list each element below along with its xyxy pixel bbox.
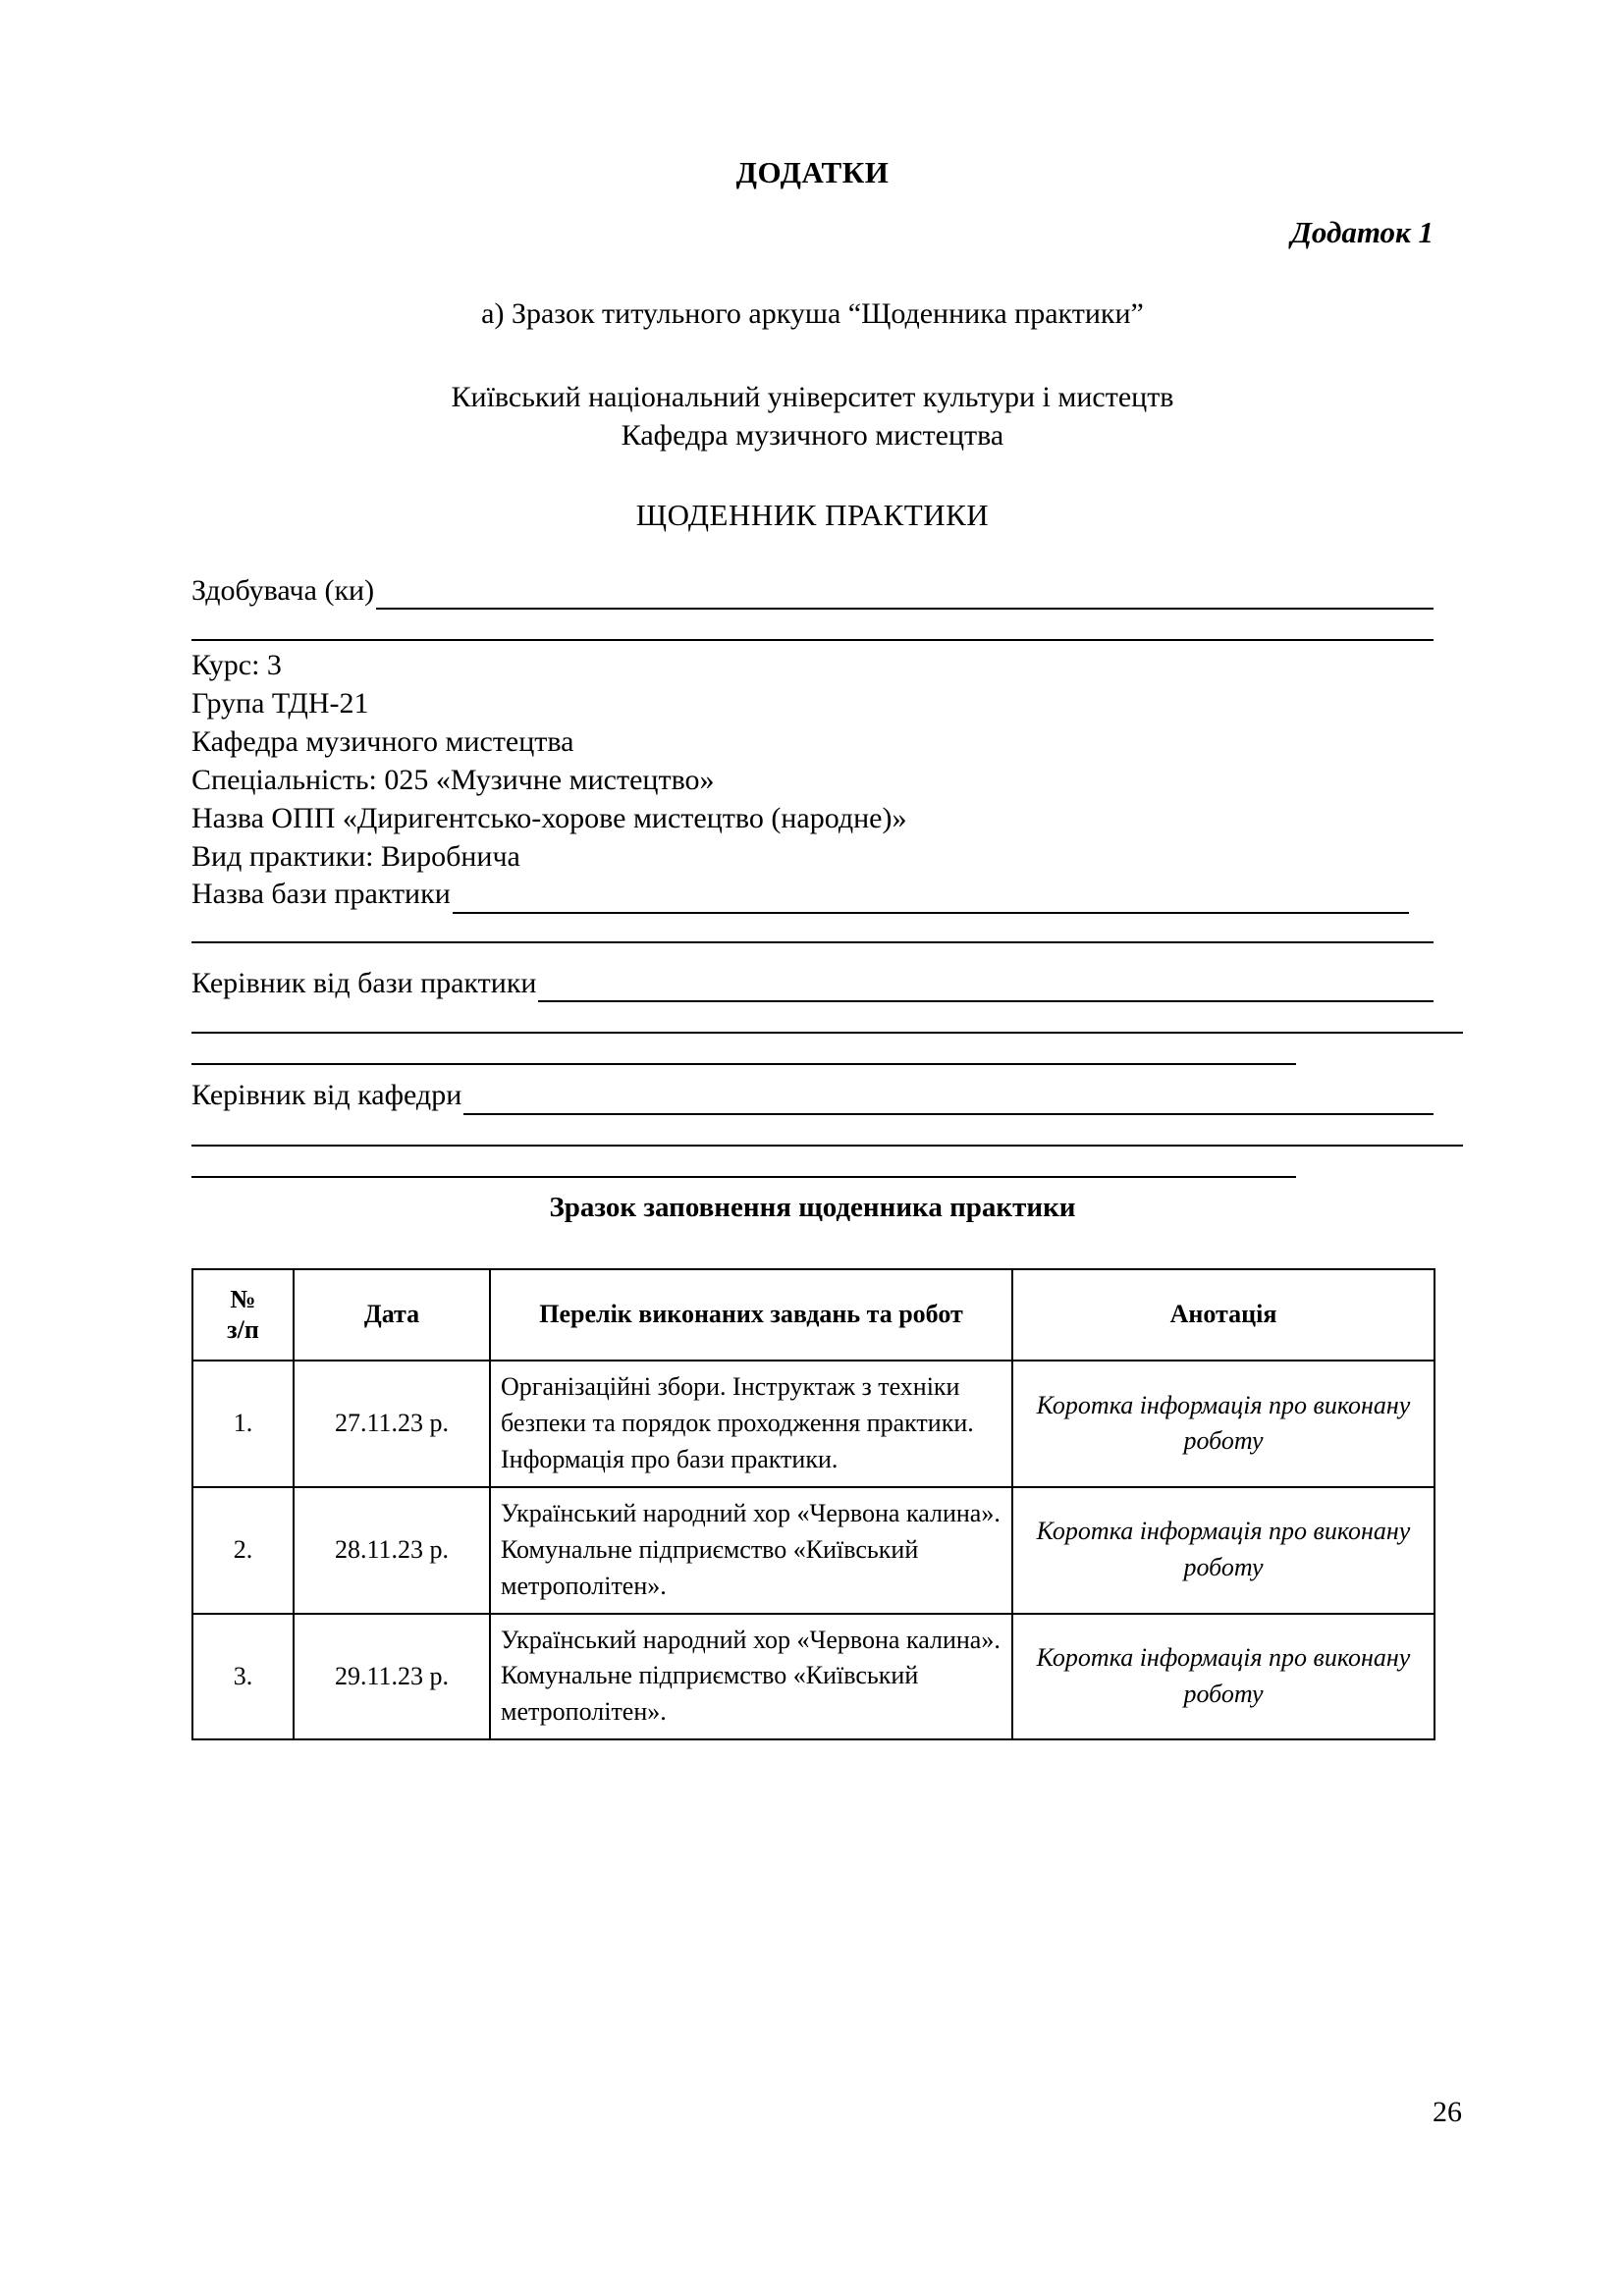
info-course: Курс: 3 [191,649,282,682]
cell-task: Організаційні збори. Інструктаж з техніки безпеки та порядок проходження практики. Інформація про бази практики. [490,1361,1012,1487]
cell-annotation: Коротка інформація про виконану роботу [1012,1361,1435,1487]
info-specialty: Спеціальність: 025 «Музичне мистецтво» [191,763,715,796]
organization-block [191,378,1434,454]
column-header-number-line2: з/п [227,1315,259,1345]
table-row [192,1614,1435,1740]
student-field-label: Здобувача (ки) [191,574,375,607]
cell-annotation: Коротка інформація про виконану роботу [1012,1487,1435,1614]
column-header-number-line1: № [230,1284,256,1313]
column-header-tasks: Перелік виконаних завдань та робот [490,1269,1012,1361]
organization-line-2: Кафедра музичного мистецтва [621,419,1004,452]
cell-date: 29.11.23 р. [294,1614,490,1740]
student-field-rule [376,583,1434,610]
table-row [192,1487,1435,1614]
appendix-label: Додаток 1 [1290,215,1434,249]
supervisor-dept-field-label: Керівник від кафедри [191,1079,462,1112]
supervisor-base-field-row [191,965,1434,1002]
base-name-field-rule [453,887,1409,914]
cell-annotation: Коротка інформація про виконану роботу [1012,1614,1435,1740]
base-name-field-row [191,876,1434,913]
cell-number: 1. [192,1361,294,1487]
info-department: Кафедра музичного мистецтва [191,725,574,759]
info-program: Назва ОПП «Диригентсько-хорове мистецтво (народне)» [191,801,907,834]
page-number: 26 [1433,2096,1462,2128]
supervisor-dept-field-rule [463,1089,1434,1115]
student-info-list [191,647,1434,876]
subtitle-text: а) Зразок титульного аркуша “Щоденника практики” [481,297,1144,330]
table-header-row [192,1269,1435,1361]
column-header-date: Дата [294,1269,490,1361]
cell-number: 2. [192,1487,294,1614]
page-title: ДОДАТКИ [735,155,890,189]
supervisor-base-field-rule [538,976,1434,1002]
supervisor-base-field-label: Керівник від бази практики [191,966,537,999]
student-field-rule-second-line [191,639,1434,641]
student-field-row [191,572,1434,610]
diary-sample-table [191,1268,1435,1741]
info-group: Група ТДН-21 [191,687,369,721]
cell-number: 3. [192,1614,294,1740]
main-title: ЩОДЕННИК ПРАКТИКИ [635,498,990,532]
supervisor-dept-rule-line-3 [191,1176,1296,1178]
organization-line-1: Київський національний університет культури і мистецтв [451,381,1174,413]
table-row [192,1361,1435,1487]
cell-task: Український народний хор «Червона калина». Комунальне підприємство «Київський метрополітен». [490,1614,1012,1740]
column-header-annotation: Анотація [1012,1269,1435,1361]
page-content [191,0,1434,1740]
supervisor-dept-field-row [191,1077,1434,1114]
column-header-number [192,1269,294,1361]
sample-section-heading: Зразок заповнення щоденника практики [549,1191,1076,1223]
cell-date: 28.11.23 р. [294,1487,490,1614]
cell-date: 27.11.23 р. [294,1361,490,1487]
cell-task: Український народний хор «Червона калина». Комунальне підприємство «Київський метрополітен». [490,1487,1012,1614]
info-practice-type: Вид практики: Виробнича [191,839,520,873]
base-name-field-label: Назва бази практики [191,878,451,911]
